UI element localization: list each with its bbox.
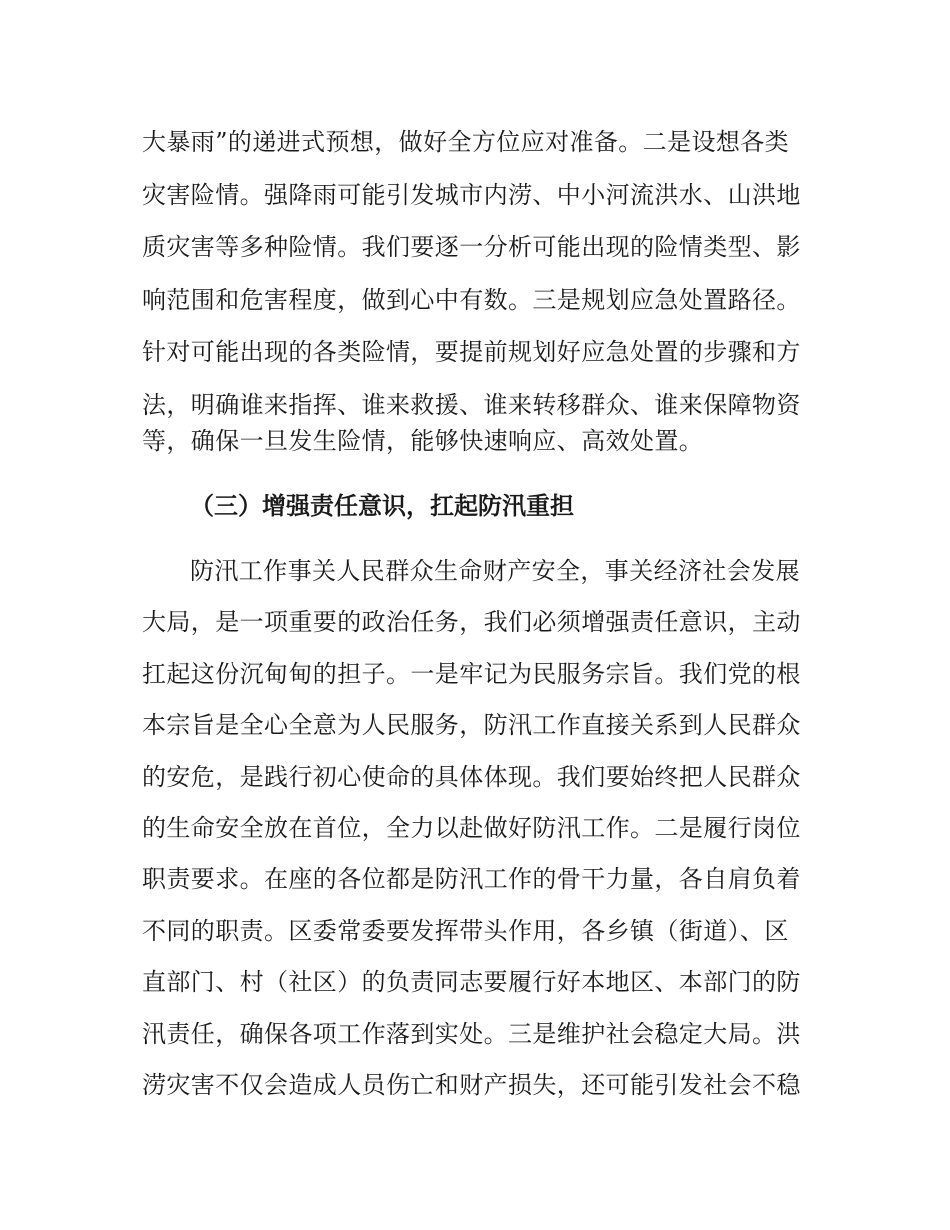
paragraph-line: 本宗旨是全心全意为人民服务，防汛工作直接关系到人民群众 <box>142 711 801 739</box>
paragraph-line: 针对可能出现的各类险情，要提前规划好应急处置的步骤和方 <box>142 338 801 366</box>
paragraph-line: 法，明确谁来指挥、谁来救援、谁来转移群众、谁来保障物资 <box>142 391 801 419</box>
paragraph-line: 不同的职责。区委常委要发挥带头作用，各乡镇（街道）、区 <box>142 917 789 945</box>
paragraph-line: 职责要求。在座的各位都是防汛工作的骨干力量，各自肩负着 <box>142 865 801 893</box>
paragraph-line: 质灾害等多种险情。我们要逐一分析可能出现的险情类型、影 <box>142 233 801 261</box>
paragraph-line: 灾害险情。强降雨可能引发城市内涝、中小河流洪水、山洪地 <box>142 181 801 209</box>
section-heading: （三）增强责任意识，扛起防汛重担 <box>190 492 574 520</box>
paragraph-line: 的安危，是践行初心使命的具体体现。我们要始终把人民群众 <box>142 763 801 791</box>
paragraph-line: 涝灾害不仅会造成人员伤亡和财产损失，还可能引发社会不稳 <box>142 1071 801 1099</box>
paragraph-line: 汛责任，确保各项工作落到实处。三是维护社会稳定大局。洪 <box>142 1020 801 1048</box>
paragraph-line: 防汛工作事关人民群众生命财产安全，事关经济社会发展 <box>190 557 800 585</box>
paragraph-line: 直部门、村（社区）的负责同志要履行好本地区、本部门的防 <box>142 968 801 996</box>
paragraph-line: 大局，是一项重要的政治任务，我们必须增强责任意识，主动 <box>142 608 801 636</box>
paragraph-line: 大暴雨”的递进式预想，做好全方位应对准备。二是设想各类 <box>142 128 790 156</box>
paragraph-line: 扛起这份沉甸甸的担子。一是牢记为民服务宗旨。我们党的根 <box>142 660 801 688</box>
paragraph-line: 的生命安全放在首位，全力以赴做好防汛工作。二是履行岗位 <box>142 814 801 842</box>
paragraph-line: 等，确保一旦发生险情，能够快速响应、高效处置。 <box>142 427 704 455</box>
paragraph-line: 响范围和危害程度，做到心中有数。三是规划应急处置路径。 <box>142 286 801 314</box>
